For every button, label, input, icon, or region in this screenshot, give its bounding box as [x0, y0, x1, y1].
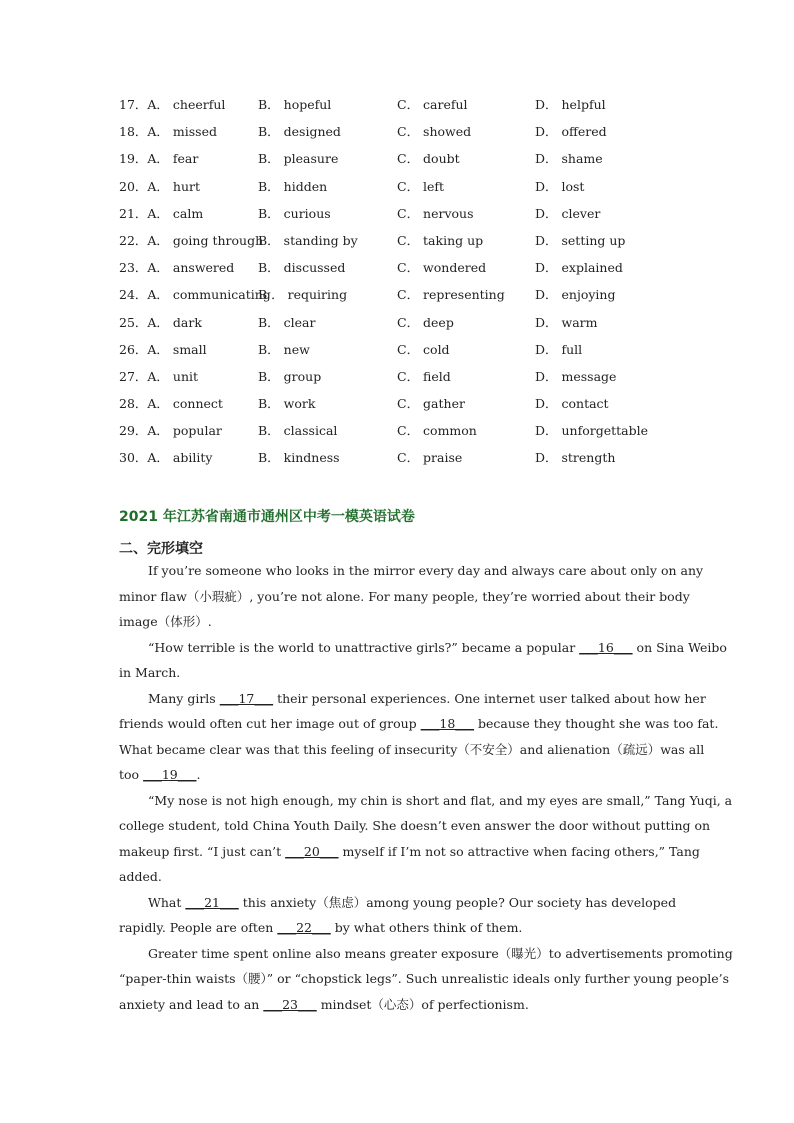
passage-line: “My nose is not high enough, my chin is short and flat, and my eyes are small,” Tang Yuqi, a	[148, 792, 733, 808]
option-row	[119, 232, 699, 259]
text: rapidly. People are often	[119, 920, 278, 935]
option-d: D． full	[535, 341, 583, 357]
option-text: A． popular	[147, 423, 222, 439]
text: because they thought she was too fat.	[474, 716, 719, 731]
option-c: C． deep	[397, 314, 454, 330]
option-text: A． communicating	[147, 287, 271, 303]
option-b: B． hopeful	[258, 97, 332, 112]
option-row	[119, 259, 699, 286]
text: this anxiety（焦虑）among young people? Our society has developed	[238, 894, 677, 910]
option-a	[119, 314, 202, 332]
option-c: C． left	[397, 178, 445, 194]
option-a	[119, 123, 217, 141]
option-c: C． nervous	[397, 205, 474, 221]
option-b: B． new	[258, 341, 310, 357]
passage-line	[119, 639, 727, 665]
option-c: C． representing	[397, 287, 505, 303]
option-a	[119, 395, 223, 413]
section-title: 二、完形填空	[119, 541, 203, 557]
passage-line	[119, 843, 700, 869]
option-a	[119, 368, 198, 386]
option-d: D． enjoying	[535, 287, 616, 303]
option-d: D． setting up	[535, 232, 626, 248]
option-text: A． cheerful	[147, 97, 226, 112]
option-b: B． classical	[258, 423, 338, 439]
option-a	[119, 205, 203, 223]
option-d: D． shame	[535, 151, 603, 167]
blank-20: ___20___	[285, 843, 339, 859]
text: on Sina Weibo	[632, 639, 727, 655]
cloze-passage	[119, 562, 733, 1021]
option-c: C． wondered	[397, 260, 487, 276]
question-number: 22．	[119, 232, 148, 248]
option-row	[119, 205, 699, 232]
question-number: 24．	[119, 287, 148, 303]
question-number: 27．	[119, 368, 148, 384]
option-b: B ． requiring	[258, 287, 348, 303]
question-number: 28．	[119, 396, 148, 412]
question-number: 17．	[119, 97, 148, 112]
text: myself if I’m not so attractive when facing others,” Tang	[338, 843, 700, 859]
text: too	[119, 767, 144, 782]
option-a	[119, 96, 225, 114]
option-a	[119, 150, 198, 168]
option-text: A． answered	[147, 260, 235, 276]
option-c: C． cold	[397, 341, 450, 357]
option-row	[119, 150, 699, 177]
passage-line: “paper-thin waists（腰）” or “chopstick legs”. Such unrealistic ideals only further young people’s	[119, 971, 729, 986]
option-row	[119, 395, 699, 422]
option-b: B． curious	[258, 205, 331, 221]
passage-line: in March.	[119, 665, 181, 680]
blank-18: ___18___	[420, 716, 475, 731]
passage-line	[119, 715, 719, 741]
question-number: 20．	[119, 178, 148, 194]
option-a	[119, 341, 207, 359]
passage-line: minor flaw（小瑕疵）, you’re not alone. For many people, they’re worried about their body	[119, 588, 690, 604]
option-c: C． doubt	[397, 151, 460, 167]
passage-line	[119, 919, 679, 945]
text: mindset（心态）of perfectionism.	[316, 996, 529, 1012]
passage-line: added.	[119, 869, 162, 884]
option-a	[119, 422, 222, 440]
text: “How terrible is the world to unattractive girls?” became a popular	[148, 639, 580, 655]
question-number: 23．	[119, 260, 148, 276]
option-row	[119, 341, 699, 368]
option-row	[119, 178, 699, 205]
option-d: D． explained	[535, 260, 623, 276]
text: What	[148, 894, 186, 910]
option-d: D． unforgettable	[535, 423, 649, 439]
passage-line: Greater time spent online also means greater exposure（曝光）to advertisements promoting	[148, 945, 733, 961]
option-b: B． hidden	[258, 178, 328, 194]
passage-line: If you’re someone who looks in the mirror every day and always care about only on any	[148, 563, 704, 578]
blank-23: ___23___	[263, 996, 317, 1012]
option-row	[119, 422, 699, 449]
option-d: D． warm	[535, 314, 598, 330]
option-b: B． group	[258, 368, 322, 384]
option-row	[119, 314, 699, 341]
text: .	[196, 767, 201, 782]
option-text: A． connect	[147, 396, 223, 412]
option-b: B． clear	[258, 314, 316, 330]
option-d: D． lost	[535, 178, 585, 194]
blank-19: ___19___	[143, 767, 197, 782]
blank-21: ___21___	[185, 894, 239, 910]
option-a	[119, 232, 263, 250]
option-row	[119, 368, 699, 395]
text: makeup first. “I just can’t	[119, 843, 286, 859]
question-number: 18．	[119, 124, 148, 140]
option-d: D． clever	[535, 205, 601, 221]
passage-line: What became clear was that this feeling of insecurity（不安全）and alienation（疏远）was all	[119, 741, 705, 757]
option-c: C． careful	[397, 97, 468, 112]
text: anxiety and lead to an	[119, 996, 264, 1012]
exam-title: 2021 年江苏省南通市通州区中考一模英语试卷	[119, 509, 415, 525]
question-number: 19．	[119, 151, 148, 167]
question-number: 26．	[119, 341, 148, 357]
option-a	[119, 259, 234, 277]
option-a	[119, 449, 212, 467]
text: their personal experiences. One internet user talked about how her	[273, 690, 706, 706]
question-number: 25．	[119, 314, 148, 330]
option-text: A． going through	[147, 232, 264, 248]
option-text: A． missed	[147, 124, 217, 140]
blank-22: ___22___	[277, 920, 331, 935]
text: friends would often cut her image out of group	[119, 716, 421, 731]
question-number: 21．	[119, 205, 148, 221]
option-text: A． small	[147, 341, 207, 357]
option-c: C． showed	[397, 124, 472, 140]
option-c: C． field	[397, 368, 451, 384]
option-text: A． hurt	[147, 178, 201, 194]
option-d: D． offered	[535, 124, 607, 140]
option-b: B． standing by	[258, 232, 358, 248]
option-a	[119, 178, 200, 196]
passage-line: image（体形）.	[119, 614, 212, 629]
option-b: B． designed	[258, 124, 341, 140]
option-row	[119, 449, 699, 476]
option-d: D． helpful	[535, 97, 606, 112]
text: Many girls	[148, 690, 220, 706]
text: by what others think of them.	[330, 920, 523, 935]
option-c: C． gather	[397, 396, 465, 412]
option-d: D． contact	[535, 396, 609, 412]
option-c: C． common	[397, 423, 477, 439]
blank-17: ___17___	[219, 690, 274, 706]
option-d: D． strength	[535, 450, 616, 466]
option-row	[119, 286, 699, 313]
blank-16: ___16___	[579, 639, 633, 655]
option-b: B． work	[258, 396, 316, 412]
option-text: A． fear	[147, 151, 199, 167]
option-text: A． ability	[147, 450, 213, 466]
question-number: 30．	[119, 450, 148, 466]
option-d: D． message	[535, 368, 617, 384]
option-a	[119, 286, 271, 304]
option-row	[119, 123, 699, 150]
option-b: B． pleasure	[258, 151, 339, 167]
option-c: C． taking up	[397, 232, 484, 248]
option-c: C． praise	[397, 450, 463, 466]
question-number: 29．	[119, 423, 148, 439]
option-text: A． unit	[147, 368, 199, 384]
passage-line	[119, 690, 706, 716]
passage-line	[119, 996, 679, 1022]
passage-line	[119, 766, 679, 792]
answer-options	[119, 96, 699, 477]
option-text: A． dark	[147, 314, 202, 330]
passage-line: college student, told China Youth Daily. She doesn’t even answer the door without putting on	[119, 818, 711, 833]
option-b: B． discussed	[258, 260, 346, 276]
option-b: B． kindness	[258, 450, 340, 466]
passage-line	[119, 894, 679, 920]
option-text: A． calm	[147, 205, 204, 221]
option-row	[119, 96, 699, 123]
